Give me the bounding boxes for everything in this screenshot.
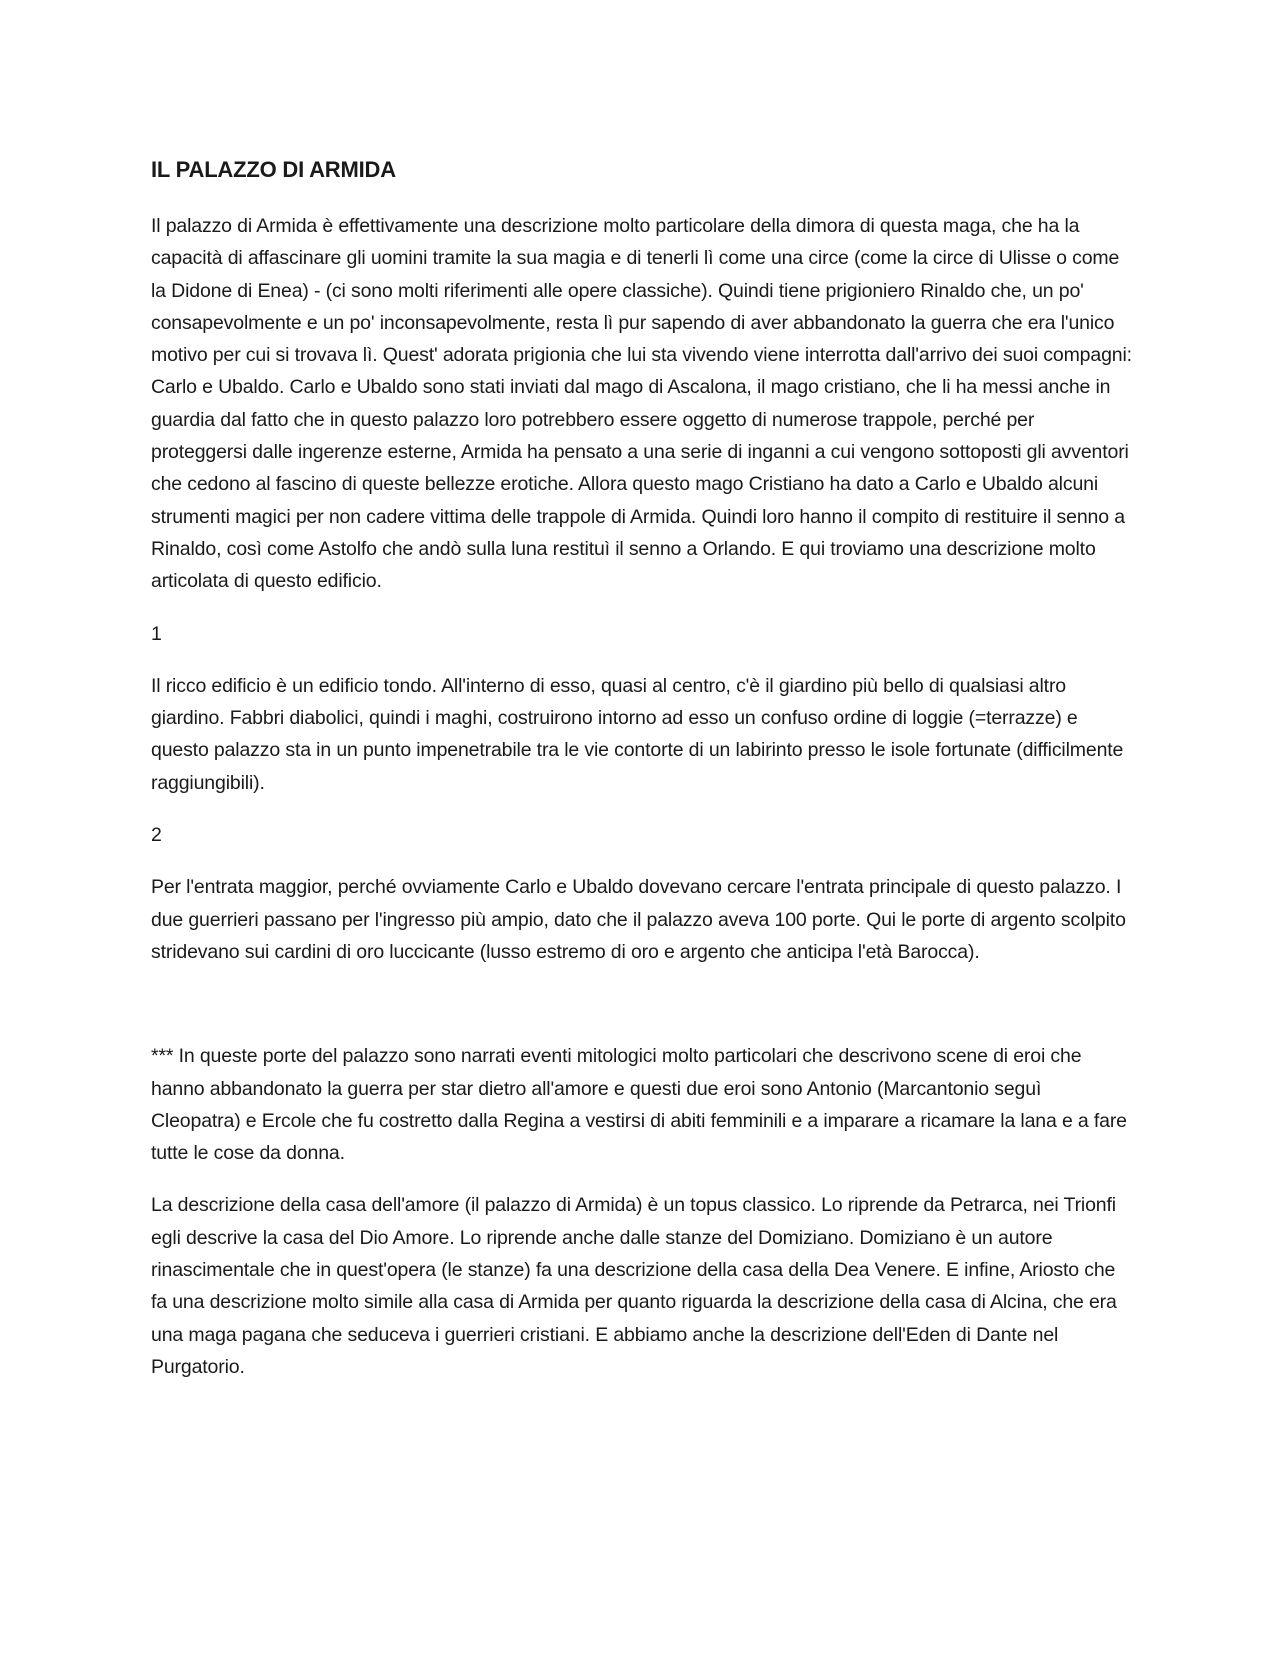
section-2-paragraph: Per l'entrata maggior, perché ovviamente Carlo e Ubaldo dovevano cercare l'entrata principale di questo palazzo. I due guerrieri passano per l'ingresso più ampio, dato che il palazzo aveva 100 porte. Qui le porte di argento scolpito stridevano sui cardini di oro luccicante (lusso estremo di oro e argento che anticipa l'età Barocca). xyxy=(151,876,1126,963)
section-number-1: 1 xyxy=(151,622,162,645)
intro-paragraph: Il palazzo di Armida è effettivamente una descrizione molto particolare della dimora di questa maga, che ha la capacità di affascinare gli uomini tramite la sua magia e di tenerli lì come una circe (come la circe di Ulisse o come la Didone di Enea) - (ci sono molti riferimenti alle opere classiche). Quindi tiene prigioniero Rinaldo che, un po' consapevolmente e un po' inconsapevolmente, resta lì pur sapendo di aver abbandonato la guerra che era l'unico motivo per cui si trovava lì. Quest' adorata prigionia che lui sta vivendo viene interrotta dall'arrivo dei suoi compagni: Carlo e Ubaldo. Carlo e Ubaldo sono stati inviati dal mago di Ascalona, il mago cristiano, che li ha messi anche in guardia dal fatto che in questo palazzo loro potrebbero essere oggetto di numerose trappole, perché per proteggersi dalle ingerenze esterne, Armida ha pensato a una serie di inganni a cui vengono sottoposti gli avventori che cedono al fascino di queste bellezze erotiche. Allora questo mago Cristiano ha dato a Carlo e Ubaldo alcuni strumenti magici per non cadere vittima delle trappole di Armida. Quindi loro hanno il compito di restituire il senno a Rinaldo, così come Astolfo che andò sulla luna restituì il senno a Orlando. E qui troviamo una descrizione molto articolata di questo edificio. xyxy=(151,215,1132,593)
doors-paragraph: *** In queste porte del palazzo sono narrati eventi mitologici molto particolari che descrivono scene di eroi che hanno abbandonato la guerra per star dietro all'amore e questi due eroi sono Antonio (Marcantonio seguì Cleopatra) e Ercole che fu costretto dalla Regina a vestirsi di abiti femminili e a imparare a ricamare la lana e a fare tutte le cose da donna. xyxy=(151,1045,1127,1165)
topos-paragraph: La descrizione della casa dell'amore (il palazzo di Armida) è un topus classico. Lo riprende da Petrarca, nei Trionfi egli descrive la casa del Dio Amore. Lo riprende anche dalle stanze del Domiziano. Domiziano è un autore rinascimentale che in quest'opera (le stanze) fa una descrizione della casa della Dea Venere. E infine, Ariosto che fa una descrizione molto simile alla casa di Armida per quanto riguarda la descrizione della casa di Alcina, che era una maga pagana che seduceva i guerrieri cristiani. E abbiamo anche la descrizione dell'Eden di Dante nel Purgatorio. xyxy=(151,1194,1117,1378)
document-title: IL PALAZZO DI ARMIDA xyxy=(151,157,396,182)
document-body xyxy=(151,152,1135,1403)
section-number-2: 2 xyxy=(151,824,162,847)
section-1-paragraph: Il ricco edificio è un edificio tondo. All'interno di esso, quasi al centro, c'è il giardino più bello di qualsiasi altro giardino. Fabbri diabolici, quindi i maghi, costruirono intorno ad esso un confuso ordine di loggie (=terrazze) e questo palazzo sta in un punto impenetrabile tra le vie contorte di un labirinto presso le isole fortunate (difficilmente raggiungibili). xyxy=(151,674,1124,794)
blank-line xyxy=(151,988,1135,1040)
